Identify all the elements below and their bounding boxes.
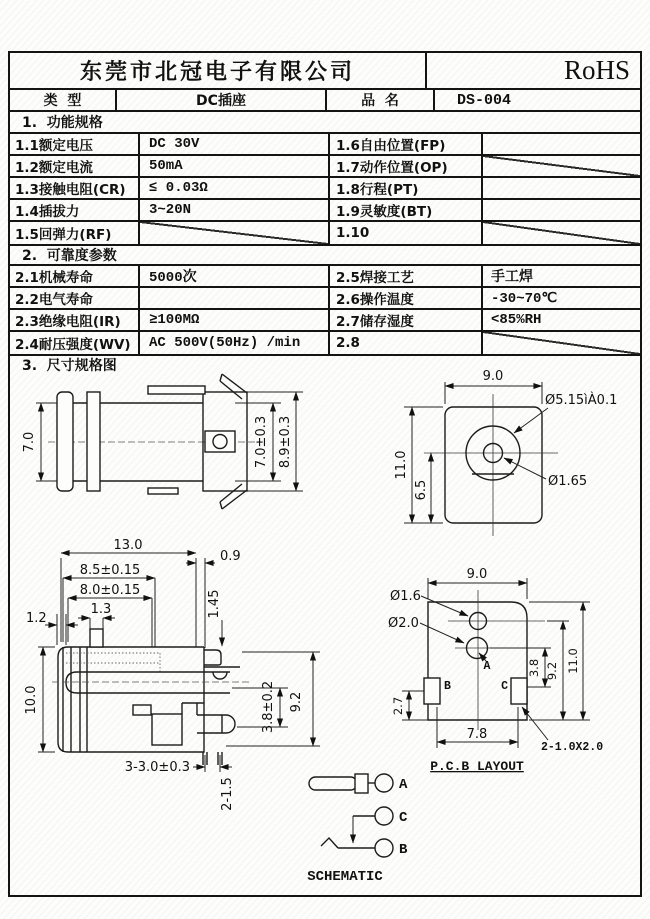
side-view-drawing xyxy=(22,374,303,509)
spec-value: -30~70℃ xyxy=(491,290,558,307)
spec-value-crossed xyxy=(483,332,640,354)
front-view-drawing xyxy=(394,369,617,536)
dim-shell-height: 8.9±0.3 xyxy=(278,415,293,469)
slot-note: 2-1.0X2.0 xyxy=(541,741,604,754)
spec-value-crossed xyxy=(140,222,330,244)
spec-value: 手工焊 xyxy=(491,270,533,286)
table-row xyxy=(10,332,640,354)
table-row xyxy=(10,200,640,222)
table-row xyxy=(10,156,640,178)
function-spec-table xyxy=(10,132,640,246)
dim-12: 1.2 xyxy=(26,611,47,626)
part-info-row xyxy=(10,90,640,112)
hole2-dia: Ø2.0 xyxy=(388,616,419,631)
spec-value: 3~20N xyxy=(140,200,330,220)
dim-flange-width: 9.0 xyxy=(482,369,504,384)
spec-value xyxy=(140,288,330,308)
dim-pad-pitch: 7.8 xyxy=(466,727,488,742)
table-row xyxy=(10,266,640,288)
pad-a-label: A xyxy=(483,660,491,673)
spec-label: 2.3绝缘电阻(IR) xyxy=(10,310,140,330)
dim-80: 8.0±0.15 xyxy=(79,583,141,598)
schematic-drawing xyxy=(307,774,408,885)
spec-label: 1.3接触电阻(CR) xyxy=(10,178,140,198)
spec-label: 1.2额定电流 xyxy=(10,156,140,176)
dim-38: 3.8±0.2 xyxy=(261,680,276,734)
dim-height-left: 7.0 xyxy=(22,431,37,453)
dim-13: 1.3 xyxy=(90,602,112,617)
spec-label: 1.5回弹力(RF) xyxy=(10,222,140,244)
rohs-mark: RoHS xyxy=(563,55,630,85)
pad-b-label: B xyxy=(444,680,451,693)
dim-pins: 3-3.0±0.3 xyxy=(124,760,190,775)
table-row xyxy=(10,134,640,156)
dim-85: 8.5±0.15 xyxy=(79,563,141,578)
spec-label: 2.1机械寿命 xyxy=(10,266,140,286)
schematic-title: SCHEMATIC xyxy=(307,869,383,885)
dim-pcb-width: 9.0 xyxy=(466,567,488,582)
pcb-layout-drawing xyxy=(388,567,603,774)
hole1-dia: Ø1.6 xyxy=(390,589,421,604)
section1-title: 1. 功能规格 xyxy=(22,115,103,131)
spec-label: 2.2电气寿命 xyxy=(10,288,140,308)
label-pin-dia: Ø1.65 xyxy=(548,474,588,489)
spec-label: 1.9灵敏度(BT) xyxy=(330,200,483,220)
reliability-spec-table xyxy=(10,264,640,356)
pad-c-label: C xyxy=(501,680,508,693)
spec-value xyxy=(483,178,640,198)
type-value: DC插座 xyxy=(117,90,327,110)
dim-92-section: 9.2 xyxy=(289,691,304,713)
spec-label: 1.7动作位置(OP) xyxy=(330,156,483,176)
label-barrel-dia: Ø5.15ìÀ0.1 xyxy=(545,393,618,408)
spec-label: 2.8 xyxy=(330,332,483,354)
spec-value-crossed xyxy=(483,156,640,176)
table-row xyxy=(10,310,640,332)
company-header-row xyxy=(10,53,640,90)
spec-label: 2.4耐压强度(WV) xyxy=(10,332,140,354)
spec-label: 2.5焊接工艺 xyxy=(330,266,483,286)
dim-pcb-height: 11.0 xyxy=(566,648,580,674)
spec-label: 2.6操作温度 xyxy=(330,288,483,308)
spec-value: DC 30V xyxy=(140,134,330,154)
spec-value xyxy=(483,134,640,154)
dim-hole-center: 6.5 xyxy=(414,479,429,501)
section3-title: 3. 尺寸规格图 xyxy=(22,357,117,374)
schematic-pin-a: A xyxy=(399,777,408,793)
dim-body-height: 7.0±0.3 xyxy=(254,415,269,469)
pcb-layout-title: P.C.B LAYOUT xyxy=(430,759,524,774)
spec-value: ≥100MΩ xyxy=(140,310,330,330)
spec-label: 1.1额定电压 xyxy=(10,134,140,154)
spec-label: 1.4插拔力 xyxy=(10,200,140,220)
dim-slots: 2-1.5 xyxy=(220,777,235,811)
schematic-pin-b: B xyxy=(399,842,408,858)
section2-title: 2. 可靠度参数 xyxy=(22,248,117,264)
dim-height: 10.0 xyxy=(24,685,39,715)
spec-value: <85%RH xyxy=(491,312,542,328)
dim-pad-offset: 2.7 xyxy=(391,696,405,716)
spec-value-crossed xyxy=(483,222,640,244)
part-number: DS-004 xyxy=(457,91,512,109)
dim-pcb-92: 9.2 xyxy=(545,661,559,681)
dim-flange-height: 11.0 xyxy=(394,450,409,480)
dimension-drawings xyxy=(0,362,650,919)
spec-value: 50mA xyxy=(140,156,330,176)
spec-label: 2.7储存湿度 xyxy=(330,310,483,330)
company-name: 东莞市北冠电子有限公司 xyxy=(10,53,427,88)
part-name-label: 品 名 xyxy=(327,90,435,110)
spec-value: ≤ 0.03Ω xyxy=(140,178,330,198)
spec-label: 1.6自由位置(FP) xyxy=(330,134,483,154)
dim-total-width: 13.0 xyxy=(113,538,143,553)
dim-145: 1.45 xyxy=(207,589,222,619)
spec-label: 1.10 xyxy=(330,222,483,244)
dim-hole-pad: 3.8 xyxy=(527,658,541,678)
spec-value xyxy=(483,200,640,220)
section-view-drawing xyxy=(24,538,320,811)
dim-09: 0.9 xyxy=(220,549,241,564)
table-row xyxy=(10,178,640,200)
table-row xyxy=(10,222,640,244)
table-row xyxy=(10,288,640,310)
type-label: 类 型 xyxy=(10,90,117,110)
spec-value: AC 500V(50Hz) /min xyxy=(140,332,330,354)
spec-value: 5000次 xyxy=(140,266,330,286)
spec-label: 1.8行程(PT) xyxy=(330,178,483,198)
schematic-pin-c: C xyxy=(399,810,408,826)
